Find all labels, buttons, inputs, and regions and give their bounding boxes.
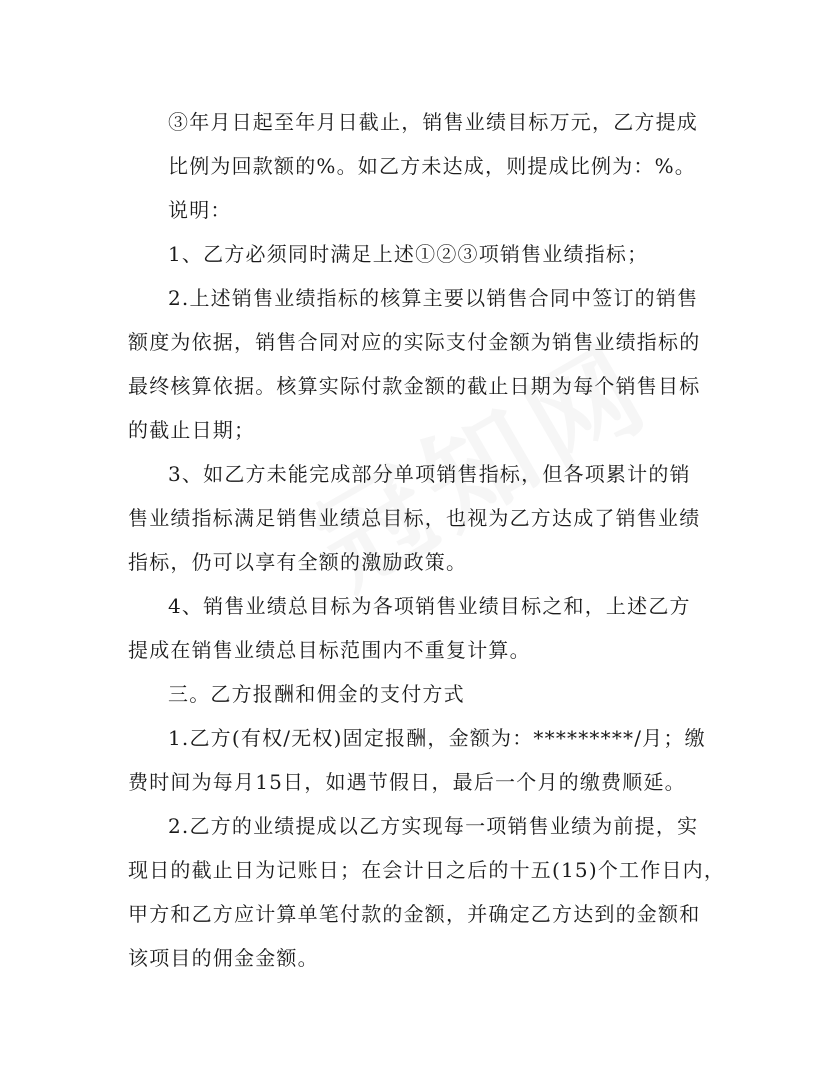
section-heading: 三。乙方报酬和佣金的支付方式 (168, 682, 465, 706)
paragraph-line: 费时间为每月15日，如遇节假日，最后一个月的缴费顺延。 (128, 770, 686, 794)
document-body (128, 100, 728, 980)
paragraph-line: 现日的截止日为记账日；在会计日之后的十五(15)个工作日内， (128, 858, 726, 882)
paragraph-line: 该项目的佣金金额。 (128, 946, 319, 970)
paragraph-line: 4、销售业绩总目标为各项销售业绩目标之和，上述乙方 (168, 594, 691, 618)
paragraph-line: 说明： (168, 198, 232, 222)
paragraph-line: 售业绩指标满足销售业绩总目标，也视为乙方达成了销售业绩 (128, 506, 701, 530)
paragraph-line: ③年月日起至年月日截止，销售业绩目标万元，乙方提成 (168, 110, 698, 134)
paragraph-line: 2.乙方的业绩提成以乙方实现每一项销售业绩为前提，实 (168, 814, 699, 838)
paragraph-line: 1.乙方(有权/无权)固定报酬，金额为：*********/月；缴 (168, 726, 706, 750)
paragraph-line: 甲方和乙方应计算单笔付款的金额，并确定乙方达到的金额和 (128, 902, 701, 926)
paragraph-line: 3、如乙方未能完成部分单项销售指标，但各项累计的销 (168, 462, 691, 486)
paragraph-line: 的截止日期； (128, 418, 256, 442)
paragraph-line: 最终核算依据。核算实际付款金额的截止日期为每个销售目标 (128, 374, 701, 398)
paragraph-line: 1、乙方必须同时满足上述①②③项销售业绩指标； (168, 242, 649, 266)
paragraph-line: 2.上述销售业绩指标的核算主要以销售合同中签订的销售 (168, 286, 699, 310)
paragraph-line: 比例为回款额的%。如乙方未达成，则提成比例为：%。 (168, 154, 697, 178)
paragraph-line: 额度为依据，销售合同对应的实际支付金额为销售业绩指标的 (128, 330, 701, 354)
paragraph-line: 指标，仍可以享有全额的激励政策。 (128, 550, 468, 574)
paragraph-line: 提成在销售业绩总目标范围内不重复计算。 (128, 638, 531, 662)
